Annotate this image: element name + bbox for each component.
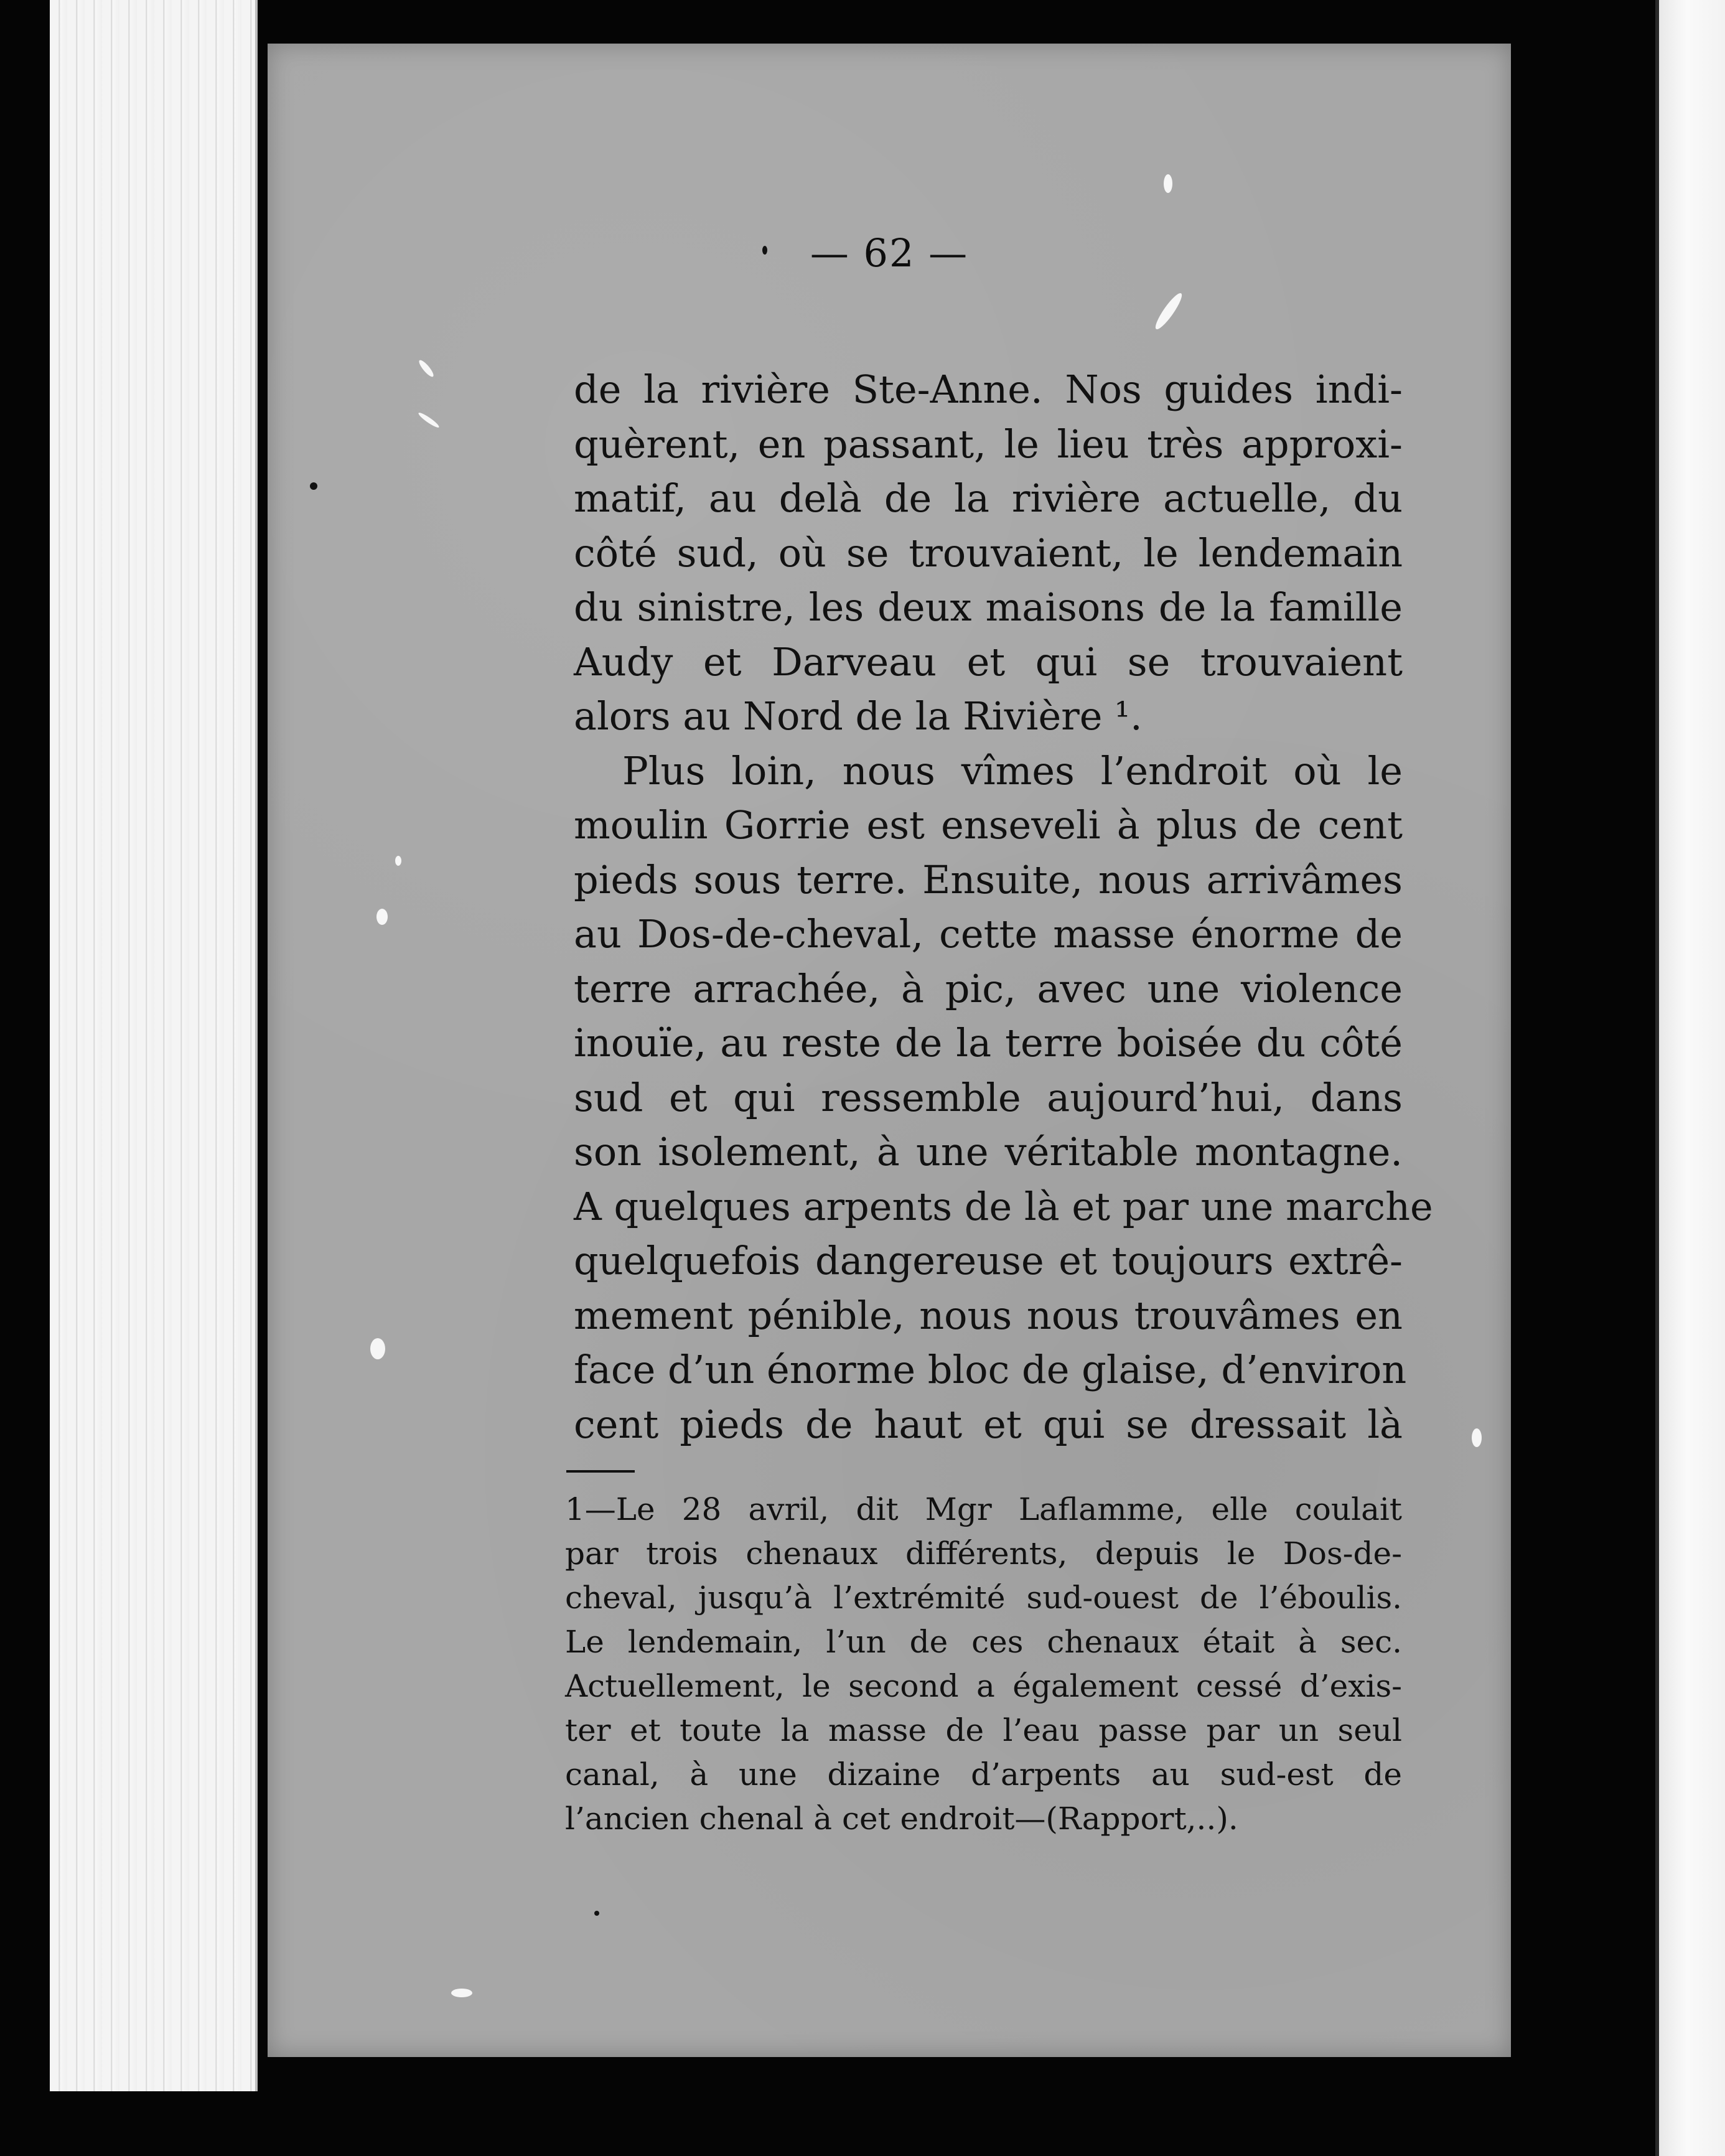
footnote-line: canal, à une dizaine d’arpents au sud-est de [565, 1756, 1402, 1793]
text-line: face d’un énorme bloc de glaise, d’environ [574, 1347, 1407, 1392]
scan-speck [451, 1989, 472, 1997]
body-text [574, 362, 1433, 1451]
scan-speck [1164, 174, 1172, 193]
footnote-line: cheval, jusqu’à l’extrémité sud-ouest de l’éboulis. [565, 1580, 1402, 1616]
footnote-line: Le lendemain, l’un de ces chenaux était à sec. [565, 1624, 1402, 1660]
text-line: quelquefois dangereuse et toujours extrê- [574, 1238, 1403, 1283]
scan-speck [417, 411, 440, 429]
page-number: — 62 — [810, 230, 969, 276]
text-line: du sinistre, les deux maisons de la famille [574, 584, 1403, 630]
scan-speck [417, 359, 436, 378]
scan-speck [594, 1911, 599, 1916]
footnote-line: par trois chenaux différents, depuis le Dos-de- [565, 1535, 1402, 1572]
scan-speck [1152, 291, 1185, 332]
scan-speck [310, 482, 317, 490]
text-line: A quelques arpents de là et par une marche [574, 1183, 1433, 1229]
footnote-rule [566, 1470, 635, 1473]
text-line: pieds sous terre. Ensuite, nous arrivâmes [574, 856, 1403, 902]
scan-speck [376, 909, 388, 925]
footnote-line: 1—Le 28 avril, dit Mgr Laflamme, elle coulait [565, 1491, 1402, 1527]
scan-speck [1472, 1428, 1482, 1447]
text-line: au Dos-de-cheval, cette masse énorme de [574, 911, 1403, 957]
text-line: Plus loin, nous vîmes l’endroit où le [622, 748, 1403, 794]
text-line: moulin Gorrie est enseveli à plus de cent [574, 802, 1403, 848]
scan-speck [370, 1338, 385, 1359]
text-line: de la rivière Ste-Anne. Nos guides indi- [574, 367, 1403, 412]
book-page [268, 44, 1511, 2057]
footnote-line: Actuellement, le second a également cessé d’exis- [565, 1668, 1402, 1704]
text-line: sud et qui ressemble aujourd’hui, dans [574, 1074, 1403, 1120]
text-line: mement pénible, nous nous trouvâmes en [574, 1292, 1403, 1338]
text-line: terre arrachée, à pic, avec une violence [574, 965, 1403, 1011]
scan-speck [762, 246, 767, 255]
footnote-line: l’ancien chenal à cet endroit—(Rapport,..). [565, 1801, 1238, 1837]
text-line: quèrent, en passant, le lieu très approxi- [574, 421, 1403, 467]
text-line: cent pieds de haut et qui se dressait là [574, 1401, 1403, 1447]
scan-speck [395, 856, 401, 866]
text-line: matif, au delà de la rivière actuelle, du [574, 476, 1403, 521]
text-line: côté sud, où se trouvaient, le lendemain [574, 530, 1403, 576]
footnote-line: ter et toute la masse de l’eau passe par un seul [565, 1712, 1402, 1748]
text-line: inouïe, au reste de la terre boisée du côté [574, 1020, 1403, 1066]
footnote [565, 1488, 1402, 1841]
facing-page-edge [1655, 0, 1725, 2156]
text-line: son isolement, à une véritable montagne. [574, 1129, 1403, 1174]
text-line: Audy et Darveau et qui se trouvaient [574, 639, 1403, 685]
text-line: alors au Nord de la Rivière ¹. [574, 693, 1143, 739]
book-page-edges [50, 0, 258, 2091]
